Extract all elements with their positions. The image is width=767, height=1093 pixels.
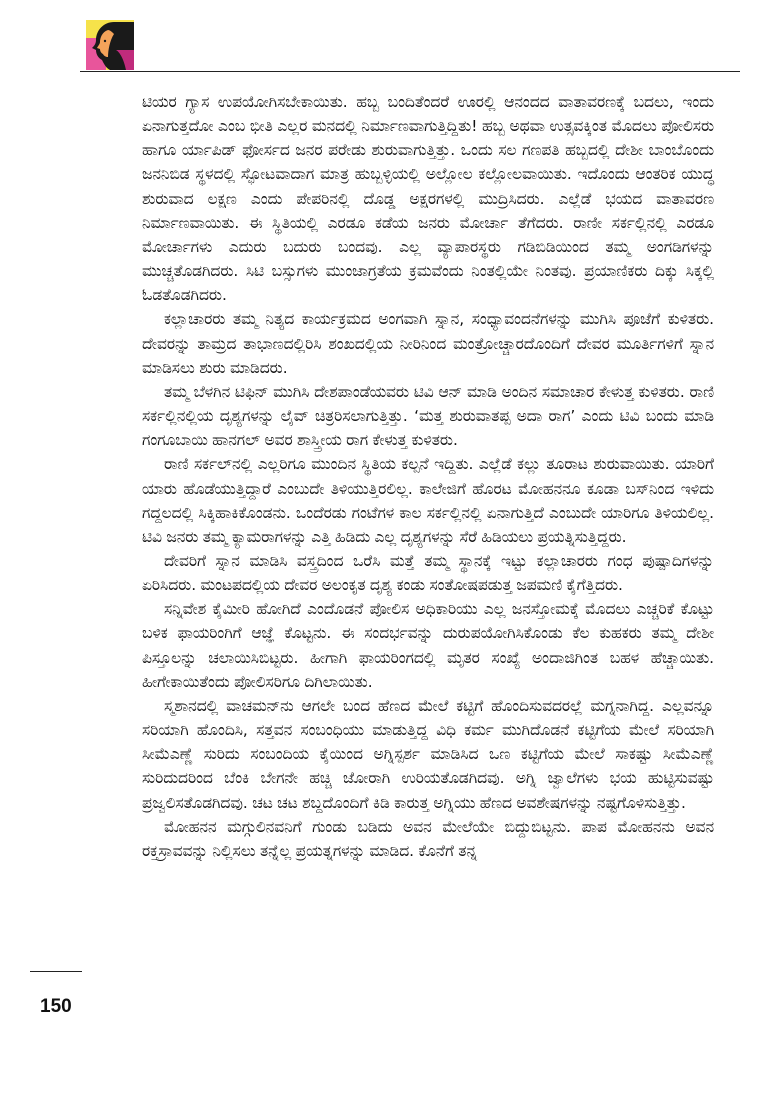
paragraph: ಮೋಹನನ ಮಗ್ಗುಲಿನವನಿಗೆ ಗುಂಡು ಬಡಿದು ಅವನ ಮೇಲೆಯೇ ಬಿದ್ದುಬಿಟ್ಟನು. ಪಾಪ ಮೋಹನನು ಅವನ ರಕ್ತಸ್ರಾವವನ್ನು ನಿಲ್ಲಿಸಲು ತನ್ನೆಲ್ಲ ಪ್ರಯತ್ನಗಳನ್ನು ಮಾಡಿದ. ಕೊನೆಗೆ ತನ್ನ — [142, 817, 714, 860]
footer-divider — [30, 971, 82, 972]
page-body — [142, 90, 714, 863]
paragraph: ದೇವರಿಗೆ ಸ್ನಾನ ಮಾಡಿಸಿ ವಸ್ತ್ರದಿಂದ ಒರೆಸಿ ಮತ್ತೆ ತಮ್ಮ ಸ್ಥಾನಕ್ಕೆ ಇಟ್ಟು ಕಲ್ಲಾಚಾರರು ಗಂಧ ಪುಷ್ಪಾದಿಗಳನ್ನು ಏರಿಸಿದರು. ಮಂಟಪದಲ್ಲಿಯ ದೇವರ ಅಲಂಕೃತ ದೃಶ್ಯ ಕಂಡು ಸಂತೋಷಪಡುತ್ತ ಜಪಮಣಿ ಕೈಗೆತ್ತಿದರು. — [142, 551, 714, 595]
paragraph: ರಾಣಿ ಸರ್ಕಲ್‌ನಲ್ಲಿ ಎಲ್ಲರಿಗೂ ಮುಂದಿನ ಸ್ಥಿತಿಯ ಕಲ್ಪನೆ ಇದ್ದಿತು. ಎಲ್ಲೆಡೆ ಕಲ್ಲು ತೂರಾಟ ಶುರುವಾಯಿತು. ಯಾರಿಗೆ ಯಾರು ಹೊಡೆಯುತ್ತಿದ್ದಾರೆ ಎಂಬುದೇ ತಿಳಿಯುತ್ತಿರಲಿಲ್ಲ. ಕಾಲೇಜಿಗೆ ಹೊರಟ ಮೋಹನನೂ ಕೂಡಾ ಬಸ್‌ನಿಂದ ಇಳಿದು ಗದ್ದಲದಲ್ಲಿ ಸಿಕ್ಕಿಹಾಕಿಕೊಂಡನು. ಒಂದೆರಡು ಗಂಟೆಗಳ ಕಾಲ ಸರ್ಕಲ್ಲಿನಲ್ಲಿ ಏನಾಗುತ್ತಿದೆ ಎಂಬುದೇ ಯಾರಿಗೂ ತಿಳಿಯಲಿಲ್ಲ. ಟಿವಿ ಜನರು ತಮ್ಮ ಕ್ಯಾಮರಾಗಳನ್ನು ಎತ್ತಿ ಹಿಡಿದು ಎಲ್ಲ ದೃಶ್ಯಗಳನ್ನು ಸೆರೆ ಹಿಡಿಯಲು ಪ್ರಯತ್ನಿಸುತ್ತಿದ್ದರು. — [142, 455, 714, 546]
face-profile-logo-icon — [86, 20, 134, 70]
paragraph: ಸನ್ನಿವೇಶ ಕೈಮೀರಿ ಹೋಗಿದೆ ಎಂದೊಡನೆ ಪೋಲಿಸ ಅಧಿಕಾರಿಯು ಎಲ್ಲ ಜನಸ್ತೋಮಕ್ಕೆ ಮೊದಲು ಎಚ್ಚರಿಕೆ ಕೊಟ್ಟು ಬಳಿಕ ಫಾಯರಿಂಗಿಗೆ ಆಜ್ಞೆ ಕೊಟ್ಟನು. ಈ ಸಂದರ್ಭವನ್ನು ದುರುಪಯೋಗಿಸಿಕೊಂಡು ಕೆಲ ಕುಹಕರು ತಮ್ಮ ದೇಶೀ ಪಿಸ್ತೂಲನ್ನು ಚಲಾಯಿಸಿಬಿಟ್ಟರು. ಹೀಗಾಗಿ ಫಾಯರಿಂಗದಲ್ಲಿ ಮೃತರ ಸಂಖ್ಯೆ ಅಂದಾಜಿಗಿಂತ ಬಹಳ ಹೆಚ್ಚಾಯಿತು. ಹೀಗೇಕಾಯಿತೆಂದು ಪೋಲಿಸರಿಗೂ ದಿಗಿಲಾಯಿತು. — [142, 600, 714, 691]
paragraph: ಟಿಯರ ಗ್ಯಾಸ ಉಪಯೋಗಿಸಬೇಕಾಯಿತು. ಹಬ್ಬ ಬಂದಿತೆಂದರೆ ಊರಲ್ಲಿ ಆನಂದದ ವಾತಾವರಣಕ್ಕೆ ಬದಲು, ಇಂದು ಏನಾಗುತ್ತದೋ ಎಂಬ ಭೀತಿ ಎಲ್ಲರ ಮನದಲ್ಲಿ ನಿರ್ಮಾಣವಾಗುತ್ತಿದ್ದಿತು! ಹಬ್ಬ ಅಥವಾ ಉತ್ಸವಕ್ಕಿಂತ ಮೊದಲು ಪೋಲಿಸರು ಹಾಗೂ ರ್ಯಾಪಿಡ್ ಫೋರ್ಸದ ಜನರ ಪರೇಡು ಶುರುವಾಗುತ್ತಿತ್ತು. ಒಂದು ಸಲ ಗಣಪತಿ ಹಬ್ಬದಲ್ಲಿ ದೇಶೀ ಬಾಂಬೊಂದು ಜನನಿಬಿಡ ಸ್ಥಳದಲ್ಲಿ ಸ್ಫೋಟವಾದಾಗ ಮಾತ್ರ ಹುಬ್ಬಳ್ಳಿಯಲ್ಲಿ ಅಲ್ಲೋಲ ಕಲ್ಲೋಲವಾಯಿತು. ಇದೊಂದು ಆಂತರಿಕ ಯುದ್ಧ ಶುರುವಾದ ಲಕ್ಷಣ ಎಂದು ಪೇಪರಿನಲ್ಲಿ ದೊಡ್ಡ ಅಕ್ಷರಗಳಲ್ಲಿ ಮುದ್ರಿಸಿದರು. ಎಲ್ಲೆಡೆ ಭಯದ ವಾತಾವರಣ ನಿರ್ಮಾಣವಾಯಿತು. ಈ ಸ್ಥಿತಿಯಲ್ಲಿ ಎರಡೂ ಕಡೆಯ ಜನರು ಮೋರ್ಚಾ ತೆಗೆದರು. ರಾಣೀ ಸರ್ಕಲ್ಲಿನಲ್ಲಿ ಎರಡೂ ಮೋರ್ಚಾಗಳು ಎದುರು ಬದುರು ಬಂದವು. ಎಲ್ಲ ವ್ಯಾಪಾರಸ್ಥರು ಗಡಿಬಿಡಿಯಿಂದ ತಮ್ಮ ಅಂಗಡಿಗಳನ್ನು ಮುಚ್ಚತೊಡಗಿದರು. ಸಿಟಿ ಬಸ್ಸುಗಳು ಮುಂಜಾಗ್ರತೆಯ ಕ್ರಮವೆಂದು ನಿಂತಲ್ಲಿಯೇ ನಿಂತವು. ಪ್ರಯಾಣಿಕರು ದಿಕ್ಕು ಸಿಕ್ಕಲ್ಲಿ ಓಡತೊಡಗಿದರು. — [142, 93, 714, 305]
page-number: 150 — [40, 996, 72, 1017]
paragraph: ತಮ್ಮ ಬೆಳಗಿನ ಟಿಫಿನ್ ಮುಗಿಸಿ ದೇಶಪಾಂಡೆಯವರು ಟಿವಿ ಆನ್ ಮಾಡಿ ಅಂದಿನ ಸಮಾಚಾರ ಕೇಳುತ್ತ ಕುಳಿತರು. ರಾಣಿ ಸರ್ಕಲ್ಲಿನಲ್ಲಿಯ ದೃಶ್ಯಗಳನ್ನು ಲೈವ್ ಚಿತ್ರರಿಸಲಾಗುತ್ತಿತ್ತು. ‘ಮತ್ತ ಶುರುವಾತಪ್ಪ ಅದಾ ರಾಗ’ ಎಂದು ಟಿವಿ ಬಂದು ಮಾಡಿ ಗಂಗೂಬಾಯಿ ಹಾನಗಲ್ ಅವರ ಶಾಸ್ತ್ರೀಯ ರಾಗ ಕೇಳುತ್ತ ಕುಳಿತರು. — [142, 382, 714, 450]
paragraph: ಕಲ್ಲಾಚಾರರು ತಮ್ಮ ನಿತ್ಯದ ಕಾರ್ಯಕ್ರಮದ ಅಂಗವಾಗಿ ಸ್ನಾನ, ಸಂಧ್ಯಾವಂದನೆಗಳನ್ನು ಮುಗಿಸಿ ಪೂಜೆಗೆ ಕುಳಿತರು. ದೇವರನ್ನು ತಾಮ್ರದ ತಾಭಾಣದಲ್ಲಿರಿಸಿ ಶಂಖದಲ್ಲಿಯ ನೀರಿನಿಂದ ಮಂತ್ರೋಚ್ಚಾರದೊಂದಿಗೆ ದೇವರ ಮೂರ್ತಿಗಳಿಗೆ ಸ್ನಾನ ಮಾಡಿಸಲು ಶುರು ಮಾಡಿದರು. — [142, 310, 714, 377]
paragraph: ಸ್ಮಶಾನದಲ್ಲಿ ವಾಚಮನ್‌ನು ಆಗಲೇ ಬಂದ ಹೆಣದ ಮೇಲೆ ಕಟ್ಟಿಗೆ ಹೊಂದಿಸುವದರಲ್ಲೆ ಮಗ್ನನಾಗಿದ್ದ. ಎಲ್ಲವನ್ನೂ ಸರಿಯಾಗಿ ಹೊಂದಿಸಿ, ಸತ್ತವನ ಸಂಬಂಧಿಯು ಮಾಡುತ್ತಿದ್ದ ವಿಧಿ ಕರ್ಮ ಮುಗಿದೊಡನೆ ಕಟ್ಟಿಗೆಯ ಮೇಲೆ ಸರಿಯಾಗಿ ಸೀಮೆಎಣ್ಣೆ ಸುರಿದು ಸಂಬಂದಿಯ ಕೈಯಿಂದ ಅಗ್ನಿಸ್ಪರ್ಶ ಮಾಡಿಸಿದ ಒಣ ಕಟ್ಟಿಗೆಯ ಮೇಲೆ ಸಾಕಷ್ಟು ಸೀಮೆಎಣ್ಣೆ ಸುರಿದುದರಿಂದ ಬೆಂಕಿ ಬೇಗನೇ ಹಚ್ಚಿ ಜೋರಾಗಿ ಉರಿಯತೊಡಗಿದವು. ಅಗ್ನಿ ಜ್ವಾಲೆಗಳು ಭಯ ಹುಟ್ಟಿಸುವಷ್ಟು ಪ್ರಜ್ವಲಿಸತೊಡಗಿದವು. ಚಟ ಚಟ ಶಬ್ದದೊಂದಿಗೆ ಕಿಡಿ ಕಾರುತ್ತ ಅಗ್ನಿಯು ಹೆಣದ ಅವಶೇಷಗಳನ್ನು ನಷ್ಟಗೊಳಿಸುತ್ತಿತ್ತು. — [142, 696, 714, 812]
header-divider — [80, 71, 740, 72]
